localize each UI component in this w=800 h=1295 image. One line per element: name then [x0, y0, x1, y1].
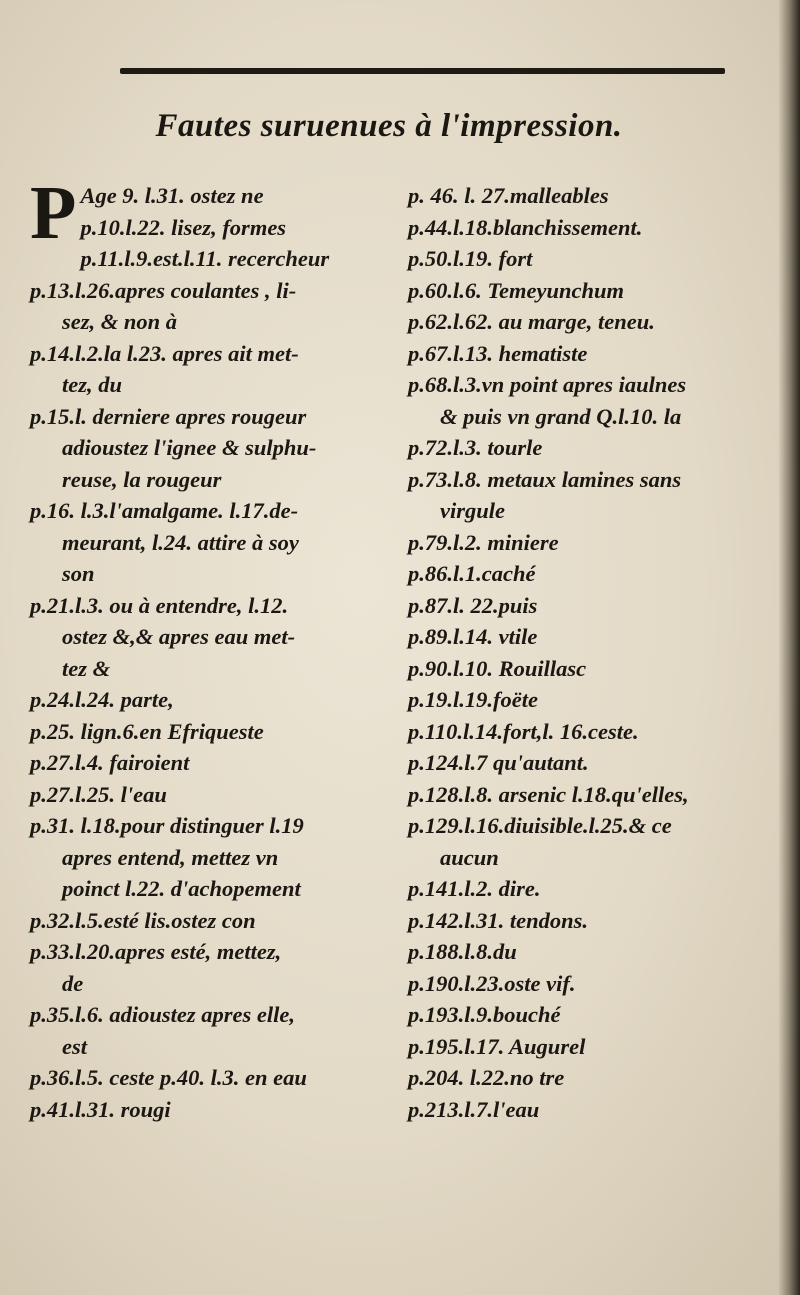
book-spine-shadow	[778, 0, 800, 1295]
errata-line: p.13.l.26.apres coulantes , li-	[30, 277, 297, 303]
errata-right-list	[408, 180, 778, 1125]
errata-line: meurant, l.24. attire à soy	[62, 529, 299, 555]
errata-line: poinct l.22. d'achopement	[62, 876, 301, 901]
errata-line: & puis vn grand Q.l.10. la	[440, 403, 682, 429]
errata-line: tez &	[62, 655, 111, 681]
errata-line: p.68.l.3.vn point apres iaulnes	[408, 372, 687, 397]
errata-line: p.128.l.8. arsenic l.18.qu'elles,	[408, 781, 689, 807]
errata-line: p.15.l. derniere apres rougeur	[30, 403, 307, 429]
errata-line: aucun	[440, 844, 499, 870]
errata-line: de	[62, 970, 84, 996]
errata-line: p.204. l.22.no tre	[408, 1065, 565, 1090]
dropcap-letter: P	[30, 171, 77, 255]
errata-line: p.60.l.6. Temeyunchum	[408, 277, 625, 303]
errata-line: p.195.l.17. Augurel	[408, 1033, 586, 1059]
errata-line: p.32.l.5.esté lis.ostez con	[30, 907, 256, 933]
errata-line: p.27.l.25. l'eau	[30, 781, 167, 807]
errata-line: Age 9. l.31. ostez ne	[80, 183, 264, 208]
errata-line: p.190.l.23.oste vif.	[408, 970, 576, 996]
errata-line: p.90.l.10. Rouillasc	[408, 655, 587, 681]
errata-line: ostez &,& apres eau met-	[62, 624, 296, 649]
errata-line: p.50.l.19. fort	[408, 246, 533, 271]
errata-line: p.19.l.19.foëte	[408, 687, 538, 712]
page-title: Fautes suruenues à l'impression.	[155, 108, 623, 144]
errata-line: p.41.l.31. rougi	[30, 1096, 171, 1122]
errata-line: son	[62, 561, 95, 586]
errata-line: p.25. lign.6.en Efriqueste	[30, 718, 264, 744]
errata-left-column	[30, 171, 400, 1125]
errata-line: p.142.l.31. tendons.	[408, 907, 589, 933]
errata-first-entry	[30, 171, 400, 255]
errata-line: p.73.l.8. metaux lamines sans	[408, 466, 682, 492]
errata-line: virgule	[440, 498, 505, 523]
errata-line: p.67.l.13. hematiste	[408, 340, 588, 366]
errata-right-column	[408, 180, 778, 1125]
errata-line: p.193.l.9.bouché	[408, 1002, 561, 1027]
errata-line: p.14.l.2.la l.23. apres ait met-	[30, 340, 299, 366]
errata-left-list	[30, 243, 400, 1125]
errata-line: p.24.l.24. parte,	[30, 687, 174, 712]
header-rule	[120, 68, 725, 74]
errata-line: p.89.l.14. vtile	[408, 624, 538, 649]
errata-line: p.72.l.3. tourle	[408, 435, 543, 460]
errata-line: reuse, la rougeur	[62, 466, 222, 492]
errata-line: p. 46. l. 27.malleables	[408, 183, 609, 208]
errata-line: p.213.l.7.l'eau	[408, 1096, 540, 1122]
errata-line: p.124.l.7 qu'autant.	[408, 750, 589, 775]
errata-line: p.86.l.1.caché	[408, 561, 536, 586]
errata-line: apres entend, mettez vn	[62, 844, 279, 870]
errata-line: p.79.l.2. miniere	[408, 529, 559, 555]
errata-line: p.10.l.22. lisez, formes	[80, 214, 287, 240]
errata-line: adioustez l'ignee & sulphu-	[62, 435, 317, 460]
errata-line: sez, & non à	[62, 309, 178, 334]
errata-line: p.188.l.8.du	[408, 939, 517, 964]
errata-line: p.31. l.18.pour distinguer l.19	[30, 813, 304, 838]
errata-line: p.141.l.2. dire.	[408, 876, 541, 901]
errata-line: p.27.l.4. fairoient	[30, 750, 190, 775]
errata-line: est	[62, 1033, 87, 1059]
errata-line: p.35.l.6. adioustez apres elle,	[30, 1002, 295, 1027]
errata-line: p.11.l.9.est.l.11. recercheur	[80, 246, 330, 271]
errata-line: p.62.l.62. au marge, teneu.	[408, 309, 655, 334]
errata-line: p.110.l.14.fort,l. 16.ceste.	[408, 718, 639, 744]
errata-line: p.44.l.18.blanchissement.	[408, 214, 643, 240]
errata-line: p.33.l.20.apres esté, mettez,	[30, 939, 282, 964]
errata-line: p.21.l.3. ou à entendre, l.12.	[30, 592, 289, 618]
errata-line: p.36.l.5. ceste p.40. l.3. en eau	[30, 1065, 307, 1090]
errata-line: p.16. l.3.l'amalgame. l.17.de-	[30, 498, 299, 523]
errata-line: p.87.l. 22.puis	[408, 592, 538, 618]
errata-line: tez, du	[62, 372, 123, 397]
errata-line: p.129.l.16.diuisible.l.25.& ce	[408, 813, 672, 838]
